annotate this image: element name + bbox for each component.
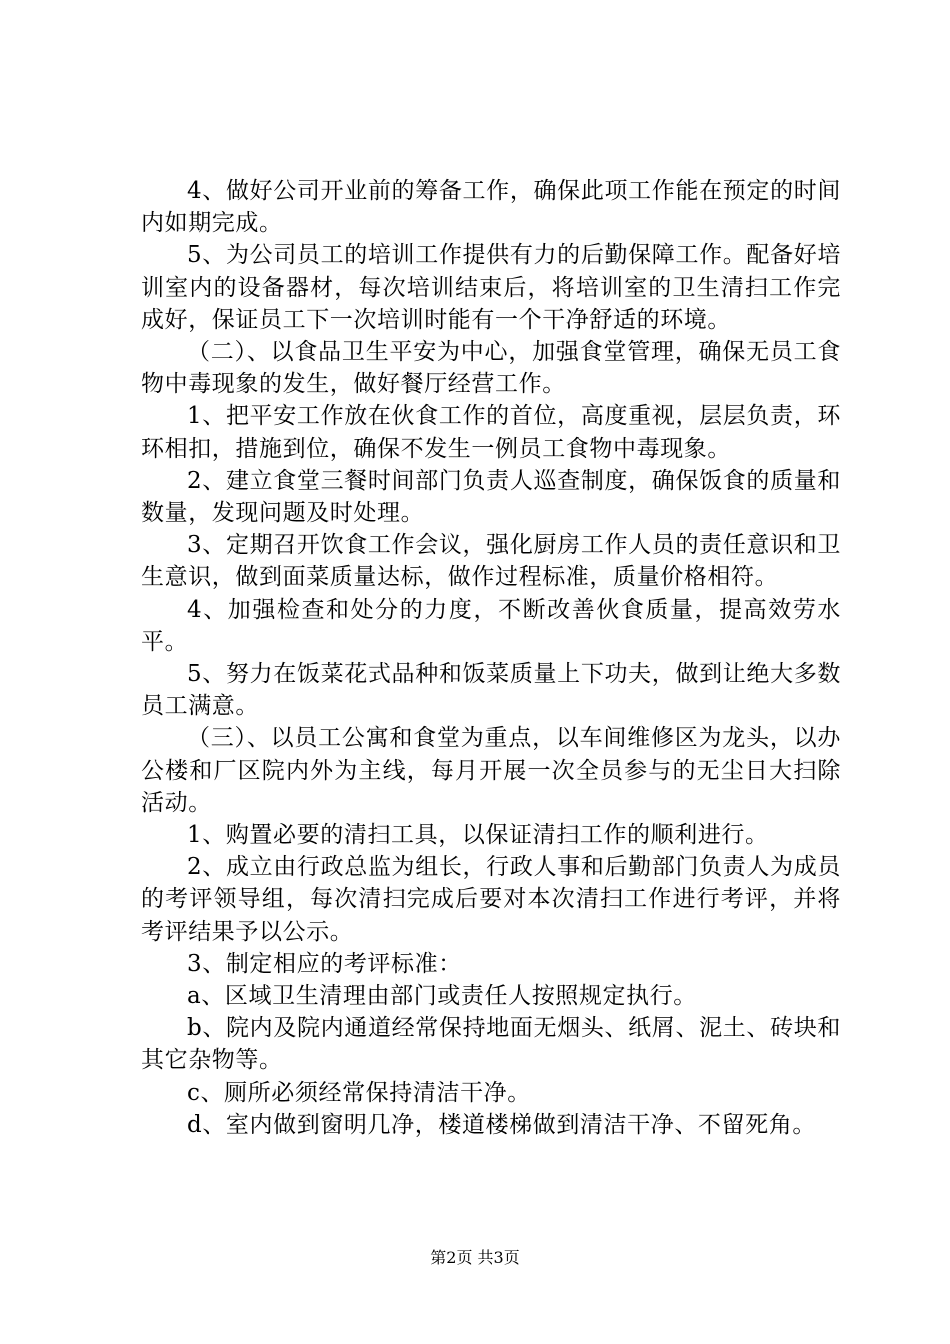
paragraph: d、室内做到窗明几净，楼道楼梯做到清洁干净、不留死角。: [187, 1111, 816, 1138]
paragraph: 1、把平安工作放在伙食工作的首位，高度重视，层层负责，环环相扣，措施到位，确保不发生一例员工食物中毒现象。: [141, 403, 841, 462]
paragraph: c、厕所必须经常保持清洁干净。: [187, 1079, 531, 1106]
paragraph: 4、加强检查和处分的力度，不断改善伙食质量，提高效劳水平。: [141, 596, 841, 655]
paragraph: 1、购置必要的清扫工具，以保证清扫工作的顺利进行。: [187, 822, 769, 849]
paragraph: 5、为公司员工的培训工作提供有力的后勤保障工作。配备好培训室内的设备器材，每次培训结束后，将培训室的卫生清扫工作完成好，保证员工下一次培训时能有一个干净舒适的环境。: [141, 242, 841, 333]
paragraph: b、院内及院内通道经常保持地面无烟头、纸屑、泥土、砖块和其它杂物等。: [141, 1015, 841, 1074]
paragraph: 2、建立食堂三餐时间部门负责人巡查制度，确保饭食的质量和数量，发现问题及时处理。: [141, 467, 841, 527]
paragraph: 5、努力在饭菜花式品种和饭菜质量上下功夫，做到让绝大多数员工满意。: [141, 661, 841, 720]
paragraph: 2、成立由行政总监为组长，行政人事和后勤部门负责人为成员的考评领导组，每次清扫完成后要对本次清扫工作进行考评，并将考评结果予以公示。: [141, 854, 841, 945]
paragraph: a、区域卫生清理由部门或责任人按照规定执行。: [187, 983, 697, 1010]
paragraph: 4、做好公司开业前的筹备工作，确保此项工作能在预定的时间内如期完成。: [141, 178, 841, 237]
document-body: [141, 175, 841, 1141]
paragraph: 3、定期召开饮食工作会议，强化厨房工作人员的责任意识和卫生意识，做到面菜质量达标，做作过程标准，质量价格相符。: [141, 532, 841, 591]
paragraph: （三）、以员工公寓和食堂为重点，以车间维修区为龙头，以办公楼和厂区院内外为主线，每月开展一次全员参与的无尘日大扫除活动。: [141, 725, 841, 816]
page-number-footer: 第2页 共3页: [430, 1248, 520, 1267]
paragraph: （二）、以食品卫生平安为中心，加强食堂管理，确保无员工食物中毒现象的发生，做好餐厅经营工作。: [141, 339, 841, 398]
paragraph: 3、制定相应的考评标准：: [187, 950, 462, 977]
